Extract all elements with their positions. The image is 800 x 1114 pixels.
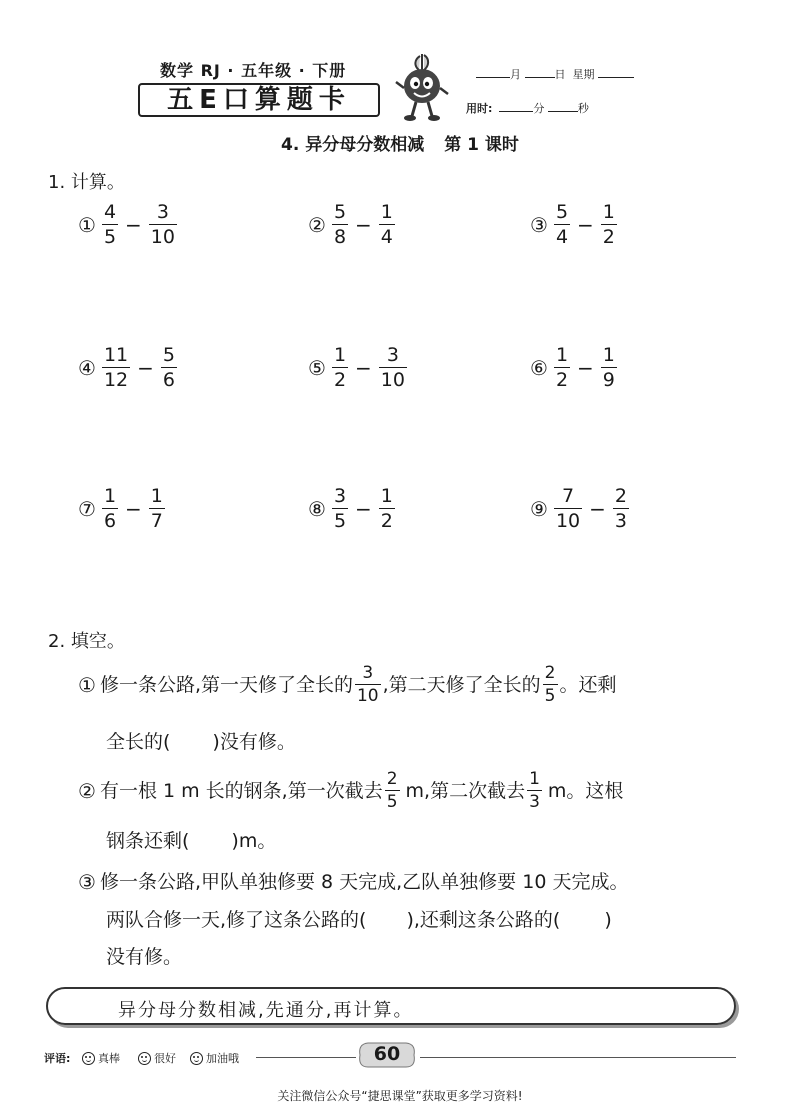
fill-q3-line3 bbox=[106, 948, 182, 967]
tip-text: 异分母分数相减,先通分,再计算。 bbox=[118, 1000, 414, 1021]
q2-text1: 有一根 1 m 长的钢条,第一次截去 bbox=[99, 779, 383, 802]
subtrahend-fraction bbox=[149, 203, 177, 247]
footer-note: 关注微信公众号“捷思课堂”获取更多学习资料! bbox=[277, 1089, 523, 1103]
minuend-denominator: 5 bbox=[333, 510, 347, 532]
section2-title: 2. 填空。 bbox=[48, 631, 125, 652]
fill-q2-line1 bbox=[78, 771, 623, 811]
minus-sign: − bbox=[589, 497, 606, 521]
minus-sign: − bbox=[577, 213, 594, 237]
minute-blank[interactable] bbox=[499, 101, 533, 112]
problem-number: ③ bbox=[530, 213, 548, 237]
second-blank[interactable] bbox=[548, 101, 578, 112]
calc-problem bbox=[530, 346, 619, 390]
q2-f2-den: 3 bbox=[529, 792, 540, 812]
subtrahend-fraction bbox=[601, 346, 617, 390]
subtrahend-fraction bbox=[601, 203, 617, 247]
lesson-name: 4. 异分母分数相减 bbox=[281, 135, 425, 155]
footer-rule-right bbox=[420, 1057, 736, 1058]
calc-problem bbox=[308, 203, 397, 247]
minuend-fraction bbox=[332, 203, 348, 247]
subtrahend-numerator: 1 bbox=[380, 485, 393, 507]
minuend-denominator: 5 bbox=[103, 226, 117, 248]
subtrahend-numerator: 1 bbox=[602, 201, 615, 223]
q1-line2-a: 全长的( bbox=[106, 731, 171, 753]
minuend-denominator: 10 bbox=[555, 510, 581, 532]
minuend-fraction bbox=[332, 346, 348, 390]
smile-face-icon bbox=[190, 1052, 203, 1065]
rating-good[interactable] bbox=[138, 1050, 176, 1066]
time-label: 用时: bbox=[466, 102, 493, 115]
brand-title: 五E口算题卡 bbox=[138, 83, 380, 117]
minuend-fraction bbox=[102, 487, 118, 531]
minuend-fraction bbox=[554, 487, 582, 531]
subtrahend-denominator: 3 bbox=[614, 510, 627, 532]
subtrahend-denominator: 2 bbox=[602, 226, 615, 248]
q2-text2: m,第二次截去 bbox=[405, 779, 526, 802]
minute-label: 分 bbox=[533, 102, 545, 115]
q3-line3: 没有修。 bbox=[106, 946, 183, 968]
q1-text2: ,第二天修了全长的 bbox=[382, 673, 541, 696]
minus-sign: − bbox=[355, 213, 372, 237]
q1-fraction1 bbox=[355, 665, 381, 705]
q2-text3: m。这根 bbox=[547, 779, 624, 802]
q3-line1: 修一条公路,甲队单独修要 8 天完成,乙队单独修要 10 天完成。 bbox=[99, 870, 629, 893]
minuend-denominator: 8 bbox=[333, 226, 347, 248]
minus-sign: − bbox=[577, 356, 594, 380]
lesson-title bbox=[0, 130, 800, 155]
subtrahend-denominator: 10 bbox=[380, 369, 405, 391]
problem-number: ⑦ bbox=[78, 497, 96, 521]
month-blank[interactable] bbox=[476, 67, 510, 78]
fill-q2-line2 bbox=[106, 832, 276, 851]
fill-q3-line1 bbox=[78, 872, 628, 892]
rating-keep-going-label: 加油哦 bbox=[206, 1052, 239, 1065]
minuend-numerator: 5 bbox=[333, 201, 347, 223]
subtrahend-denominator: 10 bbox=[150, 226, 175, 248]
subtrahend-denominator: 7 bbox=[150, 510, 163, 532]
q2-f1-den: 5 bbox=[386, 792, 398, 812]
subtrahend-numerator: 3 bbox=[156, 201, 169, 223]
month-label: 月 bbox=[510, 68, 521, 81]
q1-text1: 修一条公路,第一天修了全长的 bbox=[99, 673, 353, 696]
minuend-denominator: 4 bbox=[555, 226, 569, 248]
q1-text3: 。还剩 bbox=[559, 673, 617, 696]
minuend-denominator: 2 bbox=[333, 369, 347, 391]
q1-f2-den: 5 bbox=[544, 686, 556, 706]
minuend-fraction bbox=[332, 487, 348, 531]
weekday-label: 星期 bbox=[572, 68, 595, 81]
minus-sign: − bbox=[125, 213, 142, 237]
subtrahend-fraction bbox=[161, 346, 177, 390]
date-line bbox=[476, 66, 634, 82]
minuend-numerator: 1 bbox=[333, 344, 347, 366]
smile-face-icon bbox=[82, 1052, 95, 1065]
calc-problem bbox=[530, 487, 631, 531]
minuend-numerator: 1 bbox=[555, 344, 569, 366]
rating-great-label: 真棒 bbox=[98, 1052, 120, 1065]
q3-line2-a: 两队合修一天,修了这条公路的( bbox=[106, 909, 367, 931]
section1-title: 1. 计算。 bbox=[48, 172, 125, 193]
q1-mark: ① bbox=[78, 673, 96, 697]
fill-q1-line1 bbox=[78, 665, 617, 705]
problem-number: ④ bbox=[78, 356, 96, 380]
minuend-numerator: 5 bbox=[555, 201, 569, 223]
minuend-fraction bbox=[102, 203, 118, 247]
minuend-numerator: 4 bbox=[103, 201, 117, 223]
q2-f1-num: 2 bbox=[386, 769, 398, 789]
q2-fraction1 bbox=[385, 771, 400, 811]
minus-sign: − bbox=[137, 356, 154, 380]
smile-face-icon bbox=[138, 1052, 151, 1065]
problem-number: ⑧ bbox=[308, 497, 326, 521]
lesson-period: 第 1 课时 bbox=[444, 135, 519, 155]
second-label: 秒 bbox=[577, 102, 589, 115]
comment-label: 评语: bbox=[44, 1052, 71, 1065]
footer-rule-left bbox=[256, 1057, 356, 1058]
calc-problem bbox=[308, 346, 409, 390]
minuend-fraction bbox=[554, 203, 570, 247]
subtrahend-numerator: 1 bbox=[602, 344, 615, 366]
q1-f1-num: 3 bbox=[362, 663, 374, 683]
weekday-blank[interactable] bbox=[598, 67, 634, 78]
minuend-denominator: 2 bbox=[555, 369, 569, 391]
minus-sign: − bbox=[125, 497, 142, 521]
minuend-numerator: 1 bbox=[103, 485, 117, 507]
q3-line2-b: ),还剩这条公路的( bbox=[406, 909, 561, 931]
subtrahend-denominator: 2 bbox=[380, 510, 393, 532]
q1-fraction2 bbox=[543, 665, 558, 705]
subject-line: 数学 RJ · 五年级 · 下册 bbox=[160, 61, 347, 80]
page-number: 60 bbox=[373, 1043, 401, 1065]
q1-f1-den: 10 bbox=[356, 686, 379, 706]
subtrahend-fraction bbox=[379, 487, 395, 531]
problem-number: ① bbox=[78, 213, 96, 237]
time-line bbox=[466, 100, 589, 116]
subtrahend-numerator: 1 bbox=[380, 201, 393, 223]
day-blank[interactable] bbox=[525, 67, 555, 78]
subtrahend-fraction bbox=[613, 487, 629, 531]
subtrahend-denominator: 9 bbox=[602, 369, 615, 391]
calc-problem bbox=[308, 487, 397, 531]
minuend-numerator: 11 bbox=[103, 344, 129, 366]
subtrahend-numerator: 3 bbox=[386, 344, 399, 366]
q3-line2-c: ) bbox=[604, 909, 612, 931]
q2-f2-num: 1 bbox=[529, 769, 540, 789]
subtrahend-numerator: 1 bbox=[150, 485, 163, 507]
minuend-fraction bbox=[102, 346, 130, 390]
subtrahend-numerator: 2 bbox=[614, 485, 627, 507]
subtrahend-fraction bbox=[379, 346, 407, 390]
calc-problem bbox=[530, 203, 619, 247]
minuend-denominator: 12 bbox=[103, 369, 129, 391]
problem-number: ⑨ bbox=[530, 497, 548, 521]
rating-keep-going[interactable] bbox=[190, 1050, 239, 1066]
fill-q1-line2 bbox=[106, 733, 296, 752]
problem-number: ⑤ bbox=[308, 356, 326, 380]
rating-good-label: 很好 bbox=[154, 1052, 176, 1065]
mascot-icon bbox=[392, 52, 452, 124]
q2-fraction2 bbox=[527, 771, 542, 811]
subtrahend-fraction bbox=[379, 203, 395, 247]
problem-number: ⑥ bbox=[530, 356, 548, 380]
q3-mark: ③ bbox=[78, 870, 96, 894]
subtrahend-denominator: 4 bbox=[380, 226, 393, 248]
problem-number: ② bbox=[308, 213, 326, 237]
calc-problem bbox=[78, 487, 167, 531]
minus-sign: − bbox=[355, 356, 372, 380]
minuend-numerator: 3 bbox=[333, 485, 347, 507]
q2-line2-b: )m。 bbox=[231, 830, 277, 852]
subtrahend-numerator: 5 bbox=[162, 344, 175, 366]
q1-line2-b: )没有修。 bbox=[212, 731, 296, 753]
day-label: 日 bbox=[554, 68, 566, 81]
minuend-numerator: 7 bbox=[561, 485, 575, 507]
q2-mark: ② bbox=[78, 779, 96, 803]
calc-problem bbox=[78, 203, 179, 247]
minuend-denominator: 6 bbox=[103, 510, 117, 532]
fill-q3-line2 bbox=[106, 911, 612, 930]
q2-line2-a: 钢条还剩( bbox=[106, 830, 190, 852]
minuend-fraction bbox=[554, 346, 570, 390]
subtrahend-denominator: 6 bbox=[162, 369, 175, 391]
rating-great[interactable] bbox=[82, 1050, 120, 1066]
minus-sign: − bbox=[355, 497, 372, 521]
subtrahend-fraction bbox=[149, 487, 165, 531]
q1-f2-num: 2 bbox=[544, 663, 556, 683]
calc-problem bbox=[78, 346, 179, 390]
